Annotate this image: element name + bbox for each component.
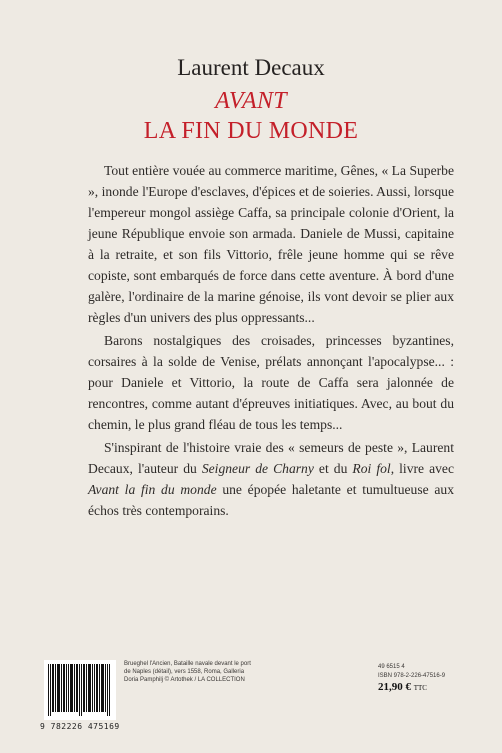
blurb-text: S'inspirant de l'histoire vraie des « semeurs de peste », Laurent Decaux, l'auteur du [88,440,454,476]
author-name: Laurent Decaux [177,55,325,80]
blurb-text: , livre avec [390,461,454,476]
credit-line: Brueghel l'Ancien, Bataille navale devant le port [124,661,251,667]
price-suffix: TTC [413,684,427,692]
blurb-text: une épopée haletante et tumultueuse aux échos très contemporains. [88,482,454,518]
barcode-bars [48,664,112,716]
product-code: 49 6515 4 [378,664,405,670]
price-value: 21,90 € [378,681,411,693]
blurb-text: et du [313,461,353,476]
isbn: ISBN 978-2-226-47516-9 [378,673,446,679]
book-reference: Seigneur de Charny [201,461,314,476]
blurb-paragraph-2: Barons nostalgiques des croisades, princesses byzantines, corsaires à la solde de Venise, prélats annonçant l'apocalypse... : pour Daniele et Vittorio, la route de Caffa sera jalonnée de rencontres, comme autant d'épreuves initiatiques. Avec, au bout du chemin, le plus grand fléau de tous les temps... [88,333,454,432]
book-reference: Roi fol [352,461,391,476]
publication-info [378,663,445,693]
book-title-line-2: LA FIN DU MONDE [143,118,359,144]
barcode [44,660,116,720]
credit-line: de Naples (détail), vers 1558, Roma, Galleria [124,669,245,675]
price [378,683,445,693]
book-reference: Avant la fin du monde [88,482,217,497]
blurb-paragraph-1: Tout entière vouée au commerce maritime, Gênes, « La Superbe », inonde l'Europe d'esclaves, d'épices et de soieries. Aussi, lorsque l'empereur mongol assiège Caffa, sa principale colonie d'Orient, la jeune République envoie son armada. Daniele de Mussi, capitaine à la retraite, et son fils Vittorio, frêle jeune homme qui se rêve copiste, sont embarqués de force dans cette aventure. À bord d'une galère, l'ordinaire de la marine génoise, ils vont devoir se plier aux règles d'un univers des plus oppressants... [88,163,454,325]
credit-line: Doria Pamphilj © Artothek / LA COLLECTION [124,677,245,683]
book-title-line-1: AVANT [215,88,287,114]
blurb [88,160,454,521]
blurb-paragraph-3 [88,437,454,521]
barcode-number: 9 782226 475169 [40,722,120,731]
image-credit [124,660,324,684]
